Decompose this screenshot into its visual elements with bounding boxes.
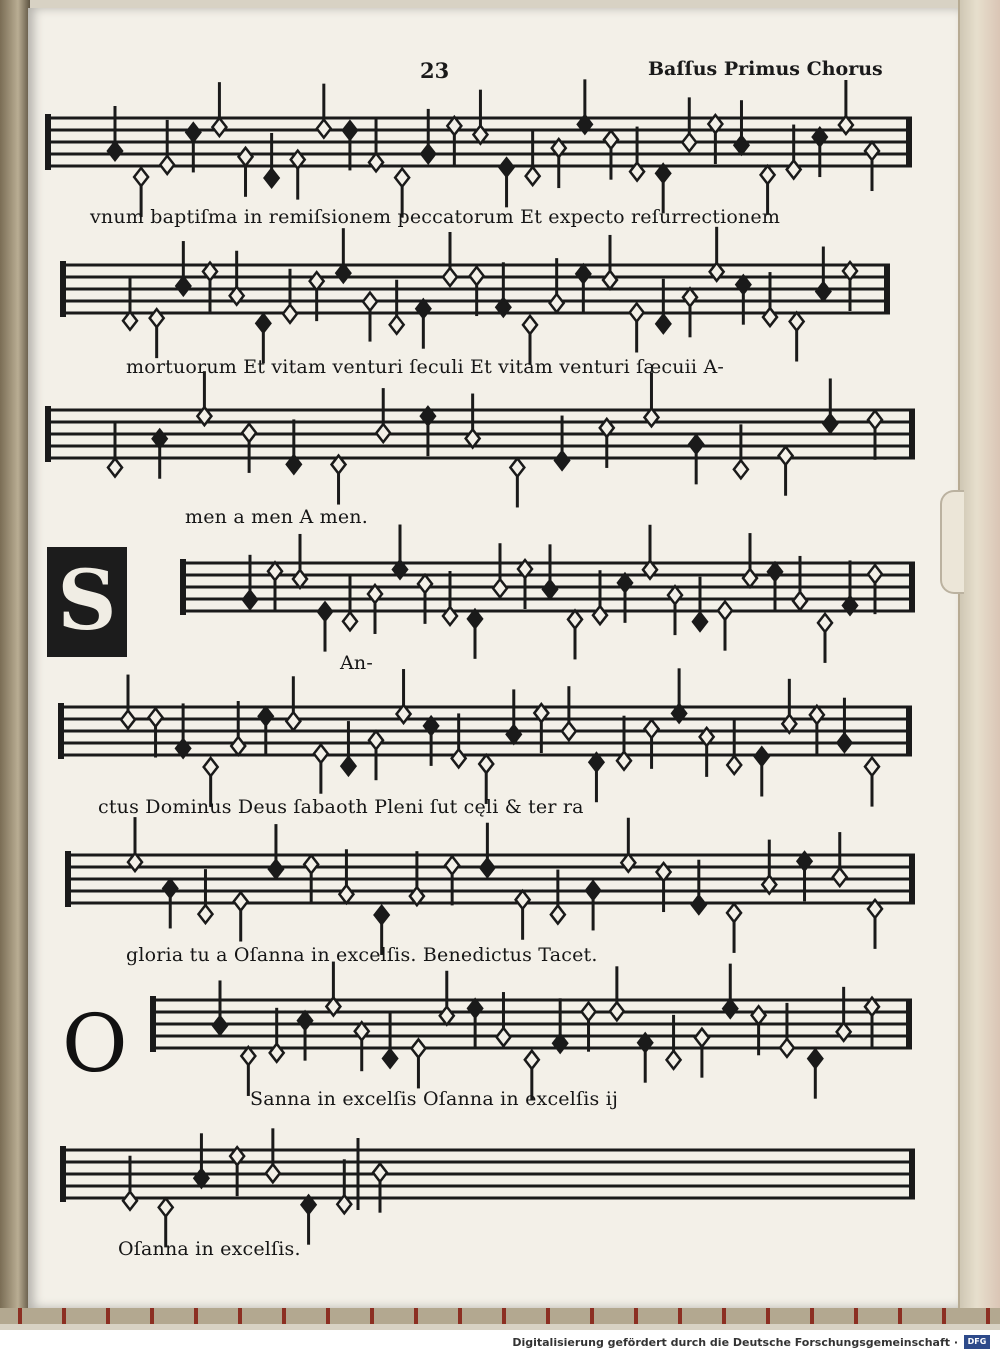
- note-head: [239, 148, 253, 166]
- lyric-line-6: gloria tu a Oſanna in excelſis. Benedictus Tacet.: [126, 944, 598, 966]
- note-head: [212, 118, 226, 136]
- note-head: [363, 293, 377, 311]
- note-head: [343, 612, 357, 630]
- note-head: [265, 169, 279, 187]
- note-head: [582, 1003, 596, 1021]
- note-head: [256, 314, 270, 332]
- initial-o: O: [62, 997, 128, 1090]
- note-head: [163, 879, 177, 897]
- note-head: [526, 167, 540, 185]
- note-head: [865, 758, 879, 776]
- note-head: [395, 169, 409, 187]
- note-head: [314, 745, 328, 763]
- note-head: [241, 1047, 255, 1065]
- note-head: [390, 316, 404, 334]
- note-head: [468, 999, 482, 1017]
- note-head: [452, 749, 466, 767]
- note-head: [336, 264, 350, 282]
- note-head: [868, 565, 882, 583]
- note-head: [695, 1029, 709, 1047]
- voice-title: Baſſus Primus Chorus: [648, 58, 883, 80]
- note-head: [373, 1164, 387, 1182]
- note-head: [213, 1016, 227, 1034]
- end-bar: [884, 265, 890, 313]
- note-head: [734, 136, 748, 154]
- note-head: [421, 145, 435, 163]
- note-head: [369, 731, 383, 749]
- footer-bar: [0, 1330, 1000, 1357]
- note-head: [369, 153, 383, 171]
- note-head: [780, 1039, 794, 1057]
- note-head: [816, 283, 830, 301]
- note-head: [604, 131, 618, 149]
- note-head: [618, 574, 632, 592]
- clef: [58, 703, 64, 759]
- binding-strip: [0, 1308, 1000, 1324]
- end-bar: [909, 855, 915, 903]
- note-head: [121, 711, 135, 729]
- note-head: [603, 271, 617, 289]
- note-head: [480, 859, 494, 877]
- note-head: [718, 602, 732, 620]
- note-head: [269, 860, 283, 878]
- note-head: [411, 1039, 425, 1057]
- end-bar: [909, 1150, 915, 1198]
- note-head: [810, 706, 824, 724]
- note-head: [727, 904, 741, 922]
- note-head: [543, 580, 557, 598]
- note-head: [293, 570, 307, 588]
- note-head: [496, 1028, 510, 1046]
- clef: [65, 851, 71, 907]
- end-bar: [909, 563, 915, 611]
- note-head: [443, 268, 457, 286]
- clef: [45, 114, 51, 170]
- note-head: [341, 757, 355, 775]
- note-head: [818, 614, 832, 632]
- note-head: [727, 756, 741, 774]
- note-head: [447, 117, 461, 135]
- note-head: [683, 288, 697, 306]
- note-head: [550, 294, 564, 312]
- end-bar: [909, 410, 915, 458]
- note-head: [551, 906, 565, 924]
- note-head: [692, 896, 706, 914]
- note-head: [793, 592, 807, 610]
- note-head: [198, 905, 212, 923]
- page-number: 23: [420, 58, 450, 83]
- note-head: [755, 748, 769, 766]
- lyric-line-2: mortuorum Et vitam venturi ſeculi Et vitam venturi ſæcuii A-: [126, 356, 724, 378]
- end-bar: [906, 707, 912, 755]
- note-head: [507, 725, 521, 743]
- note-head: [383, 1049, 397, 1067]
- note-head: [418, 575, 432, 593]
- note-head: [656, 315, 670, 333]
- note-head: [645, 720, 659, 738]
- note-head: [500, 158, 514, 176]
- note-head: [667, 1051, 681, 1069]
- note-head: [242, 424, 256, 442]
- dfg-logo: DFG: [964, 1335, 990, 1349]
- lyric-line-8: Oſanna in excelſis.: [118, 1238, 301, 1260]
- note-head: [865, 142, 879, 160]
- note-head: [868, 411, 882, 429]
- note-head: [837, 734, 851, 752]
- note-head: [234, 893, 248, 911]
- note-head: [376, 424, 390, 442]
- note-head: [479, 755, 493, 773]
- note-head: [268, 562, 282, 580]
- note-head: [304, 855, 318, 873]
- clef: [60, 261, 66, 317]
- note-head: [787, 161, 801, 179]
- note-head: [343, 121, 357, 139]
- end-bar: [906, 118, 912, 166]
- lyric-line-7: Sanna in excelſis Oſanna in excelſis ij: [250, 1088, 619, 1110]
- funding-credit: Digitalisierung gefördert durch die Deutsche Forschungsgemeinschaft ·: [512, 1336, 958, 1349]
- note-head: [630, 304, 644, 322]
- note-head: [317, 120, 331, 138]
- note-head: [123, 1192, 137, 1210]
- note-head: [593, 606, 607, 624]
- lyric-line-5: ctus Dominus Deus ſabaoth Pleni ſut cęli & ter ra: [98, 796, 584, 818]
- note-head: [682, 133, 696, 151]
- lyric-line-3: men a men A men.: [185, 506, 368, 528]
- clef: [180, 559, 186, 615]
- note-head: [763, 308, 777, 326]
- lyric-line-1: vnum baptiſma in remiſsionem peccatorum Et expecto reſurrectionem: [90, 206, 781, 228]
- note-head: [723, 1000, 737, 1018]
- note-head: [204, 758, 218, 776]
- note-head: [259, 707, 273, 725]
- clef: [60, 1146, 66, 1202]
- note-head: [734, 460, 748, 478]
- note-head: [493, 579, 507, 597]
- note-head: [761, 166, 775, 184]
- note-head: [286, 712, 300, 730]
- note-head: [823, 414, 837, 432]
- lyric-line-4: An-: [340, 652, 373, 674]
- note-head: [586, 881, 600, 899]
- note-head: [808, 1050, 822, 1068]
- note-head: [243, 591, 257, 609]
- note-head: [837, 1023, 851, 1041]
- note-head: [176, 277, 190, 295]
- note-head: [516, 891, 530, 909]
- note-head: [231, 737, 245, 755]
- note-head: [523, 316, 537, 334]
- note-head: [555, 452, 569, 470]
- note-head: [576, 265, 590, 283]
- note-head: [779, 447, 793, 465]
- note-head: [743, 569, 757, 587]
- note-head: [470, 267, 484, 285]
- note-head: [159, 1198, 173, 1216]
- note-head: [375, 906, 389, 924]
- note-head: [440, 1007, 454, 1025]
- note-head: [668, 586, 682, 604]
- note-head: [186, 123, 200, 141]
- note-head: [283, 305, 297, 323]
- note-head: [610, 1002, 624, 1020]
- clef: [45, 406, 51, 462]
- decorated-initial-s: S: [47, 547, 127, 657]
- note-head: [160, 156, 174, 174]
- note-head: [768, 563, 782, 581]
- note-head: [108, 142, 122, 160]
- note-head: [510, 458, 524, 476]
- note-head: [149, 709, 163, 727]
- note-head: [693, 613, 707, 631]
- note-head: [310, 272, 324, 290]
- note-head: [298, 1012, 312, 1030]
- note-head: [318, 603, 332, 621]
- note-head: [445, 856, 459, 874]
- note-head: [525, 1051, 539, 1069]
- note-head: [833, 868, 847, 886]
- note-head: [108, 459, 122, 477]
- note-head: [790, 313, 804, 331]
- note-head: [134, 168, 148, 186]
- end-bar: [906, 1000, 912, 1048]
- note-head: [468, 610, 482, 628]
- note-head: [568, 610, 582, 628]
- note-head: [689, 435, 703, 453]
- note-head: [266, 1164, 280, 1182]
- note-head: [339, 885, 353, 903]
- clef: [150, 996, 156, 1052]
- note-head: [562, 722, 576, 740]
- note-head: [752, 1006, 766, 1024]
